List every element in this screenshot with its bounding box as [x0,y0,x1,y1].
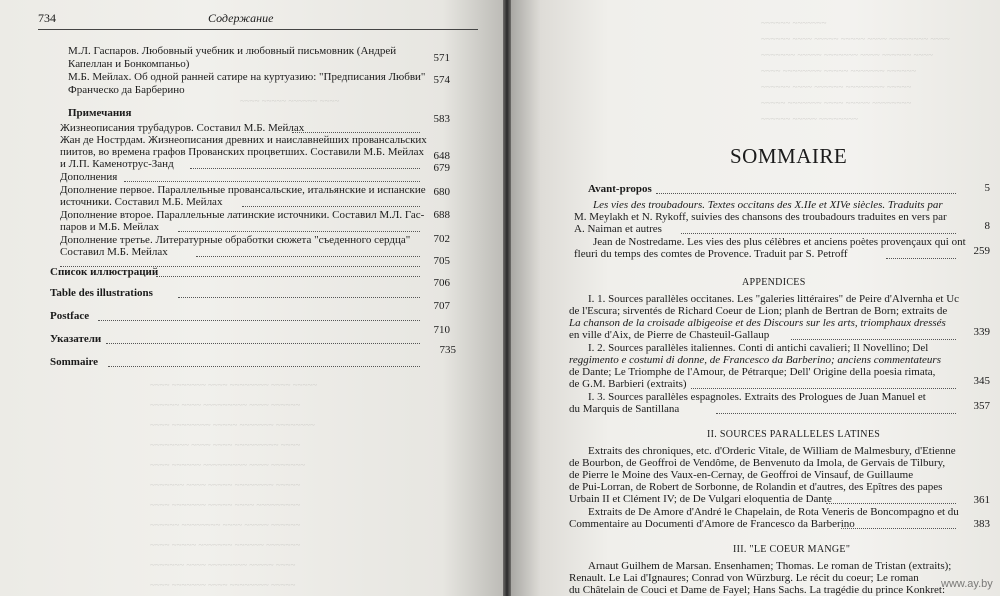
toc-entry-line: du Châtelain de Couci et Dame de Fayel; Hans Sachs. La tragédie du prince Konkret: [569,584,946,596]
toc-entry-line: de Bourbon, de Geoffroi de Vendôme, de Benvenuto da Imola, de Gervais de Tilbury, [569,457,946,469]
toc-page-number: 702 [433,233,450,245]
toc-entry-line: Указатели [50,333,102,345]
toc-entry-line: и Л.П. Каменотрус-Занд [60,158,174,170]
dot-leader [124,181,420,182]
sommaire-title: SOMMAIRE [730,144,848,168]
toc-entry-line: Renault. Le Lai d'Ignaures; Conrad von Würzburg. Le récit du coeur; Le roman [569,572,919,584]
bleed-through-text: ~~~~ ~~~~~~ ~~~~~~~~~ ~~~~ ~~~~~~~ [150,460,306,470]
toc-entry-line: de Pui-Lorran, de Robert de Sorbonne, de Rolandin et d'autres, des Epîtres des papes [569,481,943,493]
toc-entry-line: Дополнение третье. Литературные обработки сюжета "съеденного сердца" [60,234,411,246]
toc-entry-line: Дополнения [60,171,118,183]
toc-entry-line: Sommaire [50,356,99,368]
toc-page-number: 5 [984,182,990,194]
toc-entry-line: Extraits des chroniques, etc. d'Orderic Vitale, de William de Malmesbury, d'Etienne [588,445,956,457]
dot-leader [681,233,956,234]
bleed-through-text: ~~~~~~~ ~~~~ ~~~~~~~~ ~~~~~ ~~~~ [150,560,296,570]
dot-leader [826,503,956,504]
toc-page-number: 648 [433,150,450,162]
dot-leader [791,339,956,340]
notes-heading: Примечания [68,107,132,119]
dot-leader [178,231,420,232]
appendices-heading: APPENDICES [742,277,806,288]
toc-page-number: 8 [984,220,990,232]
dot-leader [196,256,420,257]
toc-page-number: 357 [973,400,990,412]
bleed-through-text: ~~~~ ~~~~~~~ ~~~~ ~~~~~~~~ ~~~~ ~~~~~ [150,380,318,390]
toc-page-number: 571 [433,52,450,64]
dot-leader [190,168,420,169]
toc-entry-line: Франческо да Барберино [68,84,185,96]
toc-entry-line: Arnaut Guilhem de Marsan. Ensenhamen; Thomas. Le roman de Tristan (extraits); [588,560,952,572]
dot-leader [156,276,420,277]
book-gutter [503,0,511,596]
toc-entry-line: М.Б. Мейлах. Об одной ранней сатире на куртуазию: "Предписания Любви" [68,71,426,83]
dot-leader [841,528,956,529]
toc-entry-line: fleuri du temps des comtes de Provence. Traduit par S. Petroff [574,248,848,260]
toc-entry-line: Postface [50,310,90,322]
toc-page-number: 583 [433,113,450,125]
bleed-through-text: ~~~~ ~~~~~ ~~~~~~ ~~~~ [240,96,340,106]
latin-sources-heading: II. SOURCES PARALLELES LATINES [707,429,881,440]
bleed-through-text: ~~~~ ~~~~~ ~~~~~~~ ~~~~~~ ~~~~~~~ [150,540,301,550]
toc-page-number: 735 [439,344,456,356]
toc-entry-line: M. Meylakh et N. Rykoff, suivies des chansons des troubadours traduites en vers par [574,211,947,223]
toc-entry-line: Дополнение второе. Параллельные латинские источники. Составил М.Л. Гас- [60,209,425,221]
toc-page-number: 680 [433,186,450,198]
dot-leader [98,320,420,321]
running-head: Содержание [208,11,274,25]
toc-entry-line: Дополнение первое. Параллельные провансальские, итальянские и испанские [60,184,426,196]
toc-entry-line: de l'Escura; sirventés de Richard Coeur de Lion; planh de Bertran de Born; extraits de [569,305,948,317]
toc-entry-line: паров и М.Б. Мейлах [60,221,159,233]
bleed-through-text: ~~~~~~ ~~~~ ~~~~~ ~~~~~ ~~~~ ~~~~~~~~ ~~~~ [761,34,950,44]
toc-entry-line: La chanson de la croisade albigeoise et des Discours sur les arts, triomphaux dressés [569,317,946,329]
toc-entry-line: Жизнеописания трубадуров. Составил М.Б. Мейлах [60,122,305,134]
dot-leader [108,366,420,367]
toc-entry-line: источники. Составил М.Б. Мейлах [60,196,223,208]
bleed-through-text: ~~~~ ~~~~~~~ ~~~~ ~~~~~~~~ ~~~~~ [150,580,296,590]
coeur-mange-heading: III. "LE COEUR MANGE" [733,544,851,555]
bleed-through-text: ~~~~~~ ~~~~~~~ [761,18,827,28]
bleed-through-text: ~~~~~~ ~~~~ ~~~~~~ ~~~~~~~~ ~~~~~ [761,82,912,92]
toc-entry-line: de Dante; Le Triomphe de l'Amour, de Pétrarque; Dell' Origine della poesia rimata, [569,366,936,378]
bleed-through-text: ~~~~~~~ ~~~~ ~~~~~ ~~~~~~~~ ~~~~~ [150,480,301,490]
toc-page-number: 361 [973,494,990,506]
dot-leader [691,388,956,389]
dot-leader [292,132,420,133]
bleed-through-text: ~~~~ ~~~~~~~~ ~~~~~ ~~~~~~~ ~~~~~~~~ [150,420,315,430]
toc-entry-line: Extraits de De Amore d'André le Chapelain, de Rota Veneris de Boncompagno et du [588,506,959,518]
toc-entry-line: en ville d'Aix, de Pierre de Chasteuil-Gallaup [569,329,770,341]
toc-page-number: 707 [433,300,450,312]
toc-page-number: 383 [973,518,990,530]
toc-page-number: 574 [433,74,450,86]
toc-entry-line: Список иллюстраций [50,266,159,278]
right-page [511,0,1000,596]
dot-leader [716,413,956,414]
toc-entry-line: de Pierre le Moine des Vaux-en-Cernay, de Geoffroi de Vinsauf, de Guillaume [569,469,914,481]
bleed-through-text: ~~~~~~ ~~~~~~~~ ~~~~ ~~~~~ ~~~~~~ [150,520,301,530]
bleed-through-text: ~~~~~ ~~~~~~~ ~~~~ ~~~~~ ~~~~~~~~ [761,98,912,108]
toc-page-number: 679 [433,162,450,174]
dot-leader [178,297,420,298]
toc-entry-line: Table des illustrations [50,287,153,299]
bleed-through-text: ~~~~~~~ ~~~~~ ~~~~~~~ ~~~~ ~~~~~~ ~~~~ [761,50,933,60]
toc-entry-line: reggimento e costumi di donne, de Francesco da Barberino; anciens commentateurs [569,354,941,366]
bleed-through-text: ~~~~~~ ~~~~ ~~~~~~~~~ ~~~~ ~~~~~~ [150,400,301,410]
bleed-through-text: ~~~~ ~~~~~~~~ ~~~~~ ~~~~~~~ ~~~~~~ [761,66,917,76]
toc-entry-line: Les vies des troubadours. Textes occitans des X.IIe et XIVe siècles. Traduits par [593,199,943,211]
bleed-through-text: ~~~~ ~~~~~~~ ~~~~~ ~~~~ ~~~~~~~~~ [150,500,301,510]
toc-entry-line: Составил М.Б. Мейлах [60,246,168,258]
toc-entry-line: de G.M. Barbieri (extraits) [569,378,687,390]
dot-leader [106,343,420,344]
toc-entry-line: du Marquis de Santillana [569,403,680,415]
dot-leader [656,193,956,194]
toc-page-number: 705 [433,255,450,267]
toc-entry-line: Жан де Нострдам. Жизнеописания древних и наиславнейших провансальских [60,134,427,146]
left-page-number: 734 [38,11,56,25]
toc-page-number: 259 [973,245,990,257]
toc-entry-line: пиитов, во времена графов Прованских процветших. Составили М.Б. Мейлах [60,146,425,158]
toc-entry-line: Jean de Nostredame. Les vies des plus célèbres et anciens poètes provençaux qui ont [593,236,966,248]
toc-page-number: 706 [433,277,450,289]
toc-entry-line: Avant-propos [588,183,652,195]
toc-entry-line: Commentaire au Documenti d'Amore de Francesco da Barberino [569,518,855,530]
site-watermark: www.ay.by [941,578,993,590]
toc-entry-line: I. 3. Sources parallèles espagnoles. Extraits des Prologues de Juan Manuel et [588,391,926,403]
toc-entry-line: Капеллан и Бонкомпаньо) [68,58,190,70]
toc-page-number: 688 [433,209,450,221]
toc-page-number: 345 [973,375,990,387]
toc-entry-line: Urbain II et Clément IV; de De Vulgari eloquentia de Dante [569,493,832,505]
bleed-through-text: ~~~~~~ ~~~~~ ~~~~~~~~ [761,114,859,124]
left-page-header [38,9,478,30]
toc-page-number: 339 [973,326,990,338]
toc-entry-line: М.Л. Гаспаров. Любовный учебник и любовный письмовник (Андрей [68,45,397,57]
toc-entry-line: I. 1. Sources parallèles occitanes. Les "galeries littéraires" de Peire d'Alvernha et Uc [588,293,960,305]
dot-leader [886,258,956,259]
toc-entry-line: I. 2. Sources parallèles italiennes. Conti di antichi cavalieri; Il Novellino; Del [588,342,929,354]
bleed-through-text: ~~~~~~~~ ~~~~ ~~~~ ~~~~~~~~~ ~~~~ [150,440,301,450]
dot-leader [242,206,420,207]
toc-page-number: 710 [433,324,450,336]
toc-entry-line: A. Naiman et autres [574,223,662,235]
